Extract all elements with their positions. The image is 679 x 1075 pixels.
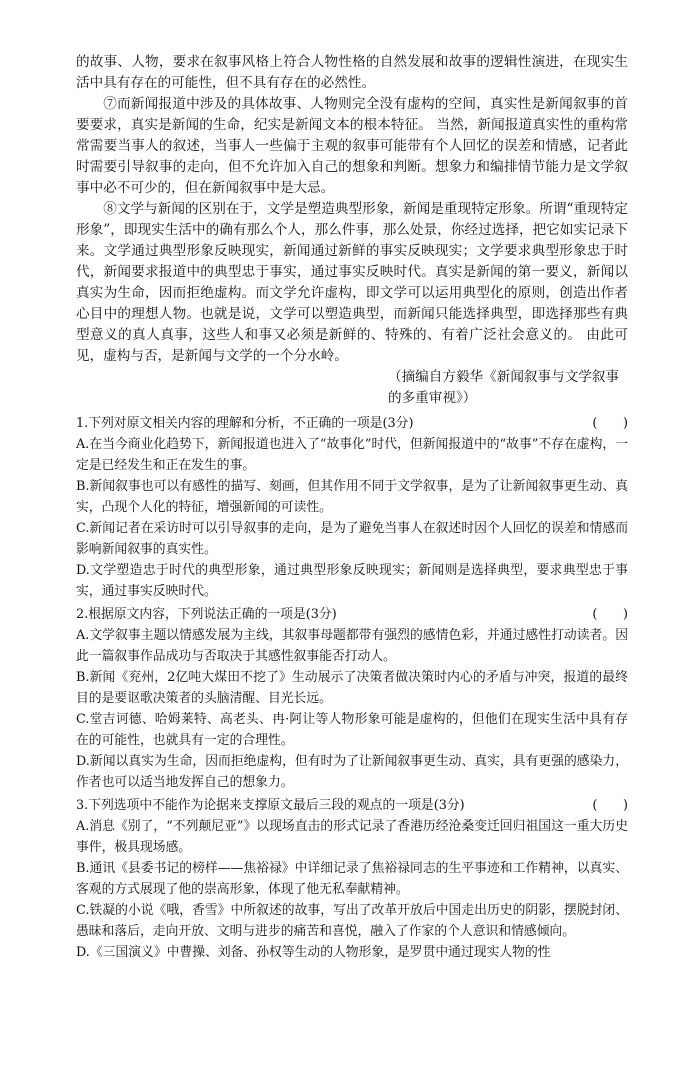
option-c[interactable]: C.铁凝的小说《哦，香雪》中所叙述的故事，写出了改革开放后中国走出历史的阴影，摆脱封闭、愚昧和落后，走向开放、文明与进步的痛苦和喜悦，融入了作家的个人意识和情感倾向。: [76, 903, 628, 939]
question-stem: [76, 795, 628, 816]
answer-blank[interactable]: ( ): [592, 798, 628, 813]
answer-blank[interactable]: ( ): [592, 416, 628, 431]
passage-paragraph-8: ⑧文学与新闻的区别在于，文学是塑造典型形象，新闻是重现特定形象。所谓“重现特定形象”，即现实生活中的确有那么个人，那么件事，那么处景，你经过选择，把它如实记录下来。文学通过典型形象反映现实，新闻通过新鲜的事实反映现实；文学要求典型形象忠于时代，新闻要求报道中的典型忠于事实，通过事实反映时代。真实是新闻的第一要义，新闻以真实为生命，因而拒绝虚构。而文学允许虚构，即文学可以运用典型化的原则，创造出作者心目中的理想人物。也就是说，文学可以塑造典型，而新闻只能选择典型，即选择那些有典型意义的真人真事，这些人和事又必须是新鲜的、特殊的、有着广泛社会意义的。 由此可见，虚构与否，是新闻与文学的一个分水岭。: [76, 201, 628, 364]
option-d[interactable]: D.《三国演义》中曹操、刘备、孙权等生动的人物形象，是罗贯中通过现实人物的性: [76, 945, 551, 960]
question-stem-text: 2.根据原文内容，下列说法正确的一项是(3分): [76, 607, 337, 622]
document-page: [76, 52, 628, 963]
question-stem: [76, 604, 628, 625]
answer-blank[interactable]: ( ): [592, 607, 628, 622]
question-stem: [76, 413, 628, 434]
question-2: [76, 604, 628, 793]
option-d[interactable]: D.文学塑造忠于时代的典型形象，通过典型形象反映现实；新闻则是选择典型，要求典型忠于事实，通过事实反映时代。: [76, 563, 628, 599]
question-stem-text: 3.下列选项中不能作为论据来支撑原文最后三段的观点的一项是(3分): [76, 798, 465, 813]
passage-paragraph-7: ⑦而新闻报道中涉及的具体故事、人物则完全没有虚构的空间，真实性是新闻叙事的首要要求，真实是新闻的生命，纪实是新闻文本的根本特征。 当然，新闻报道真实性的重构常常需要当事人的叙述，当事人一些偏于主观的叙事可能带有个人回忆的误差和情感，记者此时需要引导叙事的走向，但不允许加入自己的想象和判断。想象力和编排情节能力是文学叙事中必不可少的，但在新闻叙事中是大忌。: [76, 96, 628, 196]
option-c[interactable]: C.堂吉诃德、哈姆莱特、高老头、冉·阿让等人物形象可能是虚构的，但他们在现实生活中具有存在的可能性，也就具有一定的合理性。: [76, 712, 628, 748]
question-3: [76, 795, 628, 963]
passage-paragraph-continued: 的故事、人物，要求在叙事风格上符合人物性格的自然发展和故事的逻辑性演进，在现实生活中具有存在的可能性，但不具有存在的必然性。: [76, 54, 628, 91]
option-b[interactable]: B.通讯《县委书记的榜样——焦裕禄》中详细记录了焦裕禄同志的生平事迹和工作精神，以真实、客观的方式展现了他的崇高形象，体现了他无私奉献精神。: [76, 861, 628, 897]
option-c[interactable]: C.新闻记者在采访时可以引导叙事的走向，是为了避免当事人在叙述时因个人回忆的误差和情感而影响新闻叙事的真实性。: [76, 521, 628, 557]
passage-source: （摘编自方毅华《新闻叙事与文学叙事的多重审视》）: [388, 369, 620, 406]
option-a[interactable]: A.消息《别了，“不列颠尼亚”》以现场直击的形式记录了香港历经沧桑变迁回归祖国这一重大历史事件，极具现场感。: [76, 819, 628, 855]
option-d[interactable]: D.新闻以真实为生命，因而拒绝虚构，但有时为了让新闻叙事更生动、真实，具有更强的感染力，作者也可以适当地发挥自己的想象力。: [76, 754, 628, 790]
option-a[interactable]: A.文学叙事主题以情感发展为主线，其叙事母题都带有强烈的感情色彩，并通过感性打动读者。因此一篇叙事作品成功与否取决于其感性叙事能否打动人。: [76, 628, 628, 664]
option-b[interactable]: B.新闻《兖州，2亿吨大煤田不挖了》生动展示了决策者做决策时内心的矛盾与冲突，报道的最终目的是要讴歌决策者的头脑清醒、目光长远。: [76, 670, 628, 706]
option-b[interactable]: B.新闻叙事也可以有感性的描写、刻画，但其作用不同于文学叙事，是为了让新闻叙事更生动、真实，凸现个人化的特征，增强新闻的可读性。: [76, 479, 628, 515]
option-a[interactable]: A.在当今商业化趋势下，新闻报道也进入了“故事化”时代，但新闻报道中的“故事”不存在虚构，一定是已经发生和正在发生的事。: [76, 437, 628, 473]
question-stem-text: 1.下列对原文相关内容的理解和分析，不正确的一项是(3分): [76, 416, 414, 431]
question-1: [76, 413, 628, 602]
